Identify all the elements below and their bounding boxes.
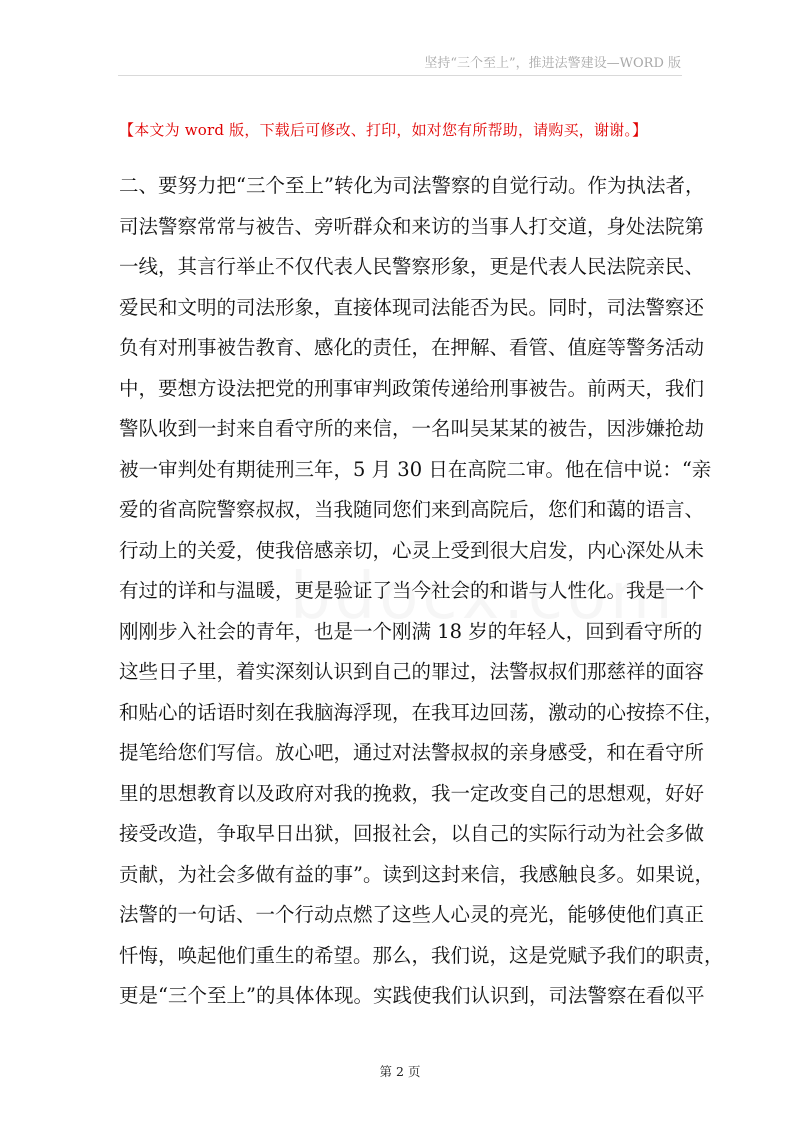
body-line: 法警的一句话、一个行动点燃了这些人心灵的亮光，能够使他们真正 xyxy=(119,903,705,926)
download-notice: 【本文为 word 版，下载后可修改、打印，如对您有所帮助，请购买，谢谢。】 xyxy=(119,121,648,139)
body-line: 贡献，为社会多做有益的事”。读到这封来信，我感触良多。如果说， xyxy=(119,862,714,886)
page-number: 第 2 页 xyxy=(379,1064,421,1079)
body-line: 行动上的关爱，使我倍感亲切，心灵上受到很大启发，内心深处从未 xyxy=(119,538,705,562)
body-line: 和贴心的话语时刻在我脑海浮现，在我耳边回荡，激动的心按捺不住， xyxy=(119,700,724,724)
body-line: 一线，其言行举止不仅代表人民警察形象，更是代表人民法院亲民、 xyxy=(119,255,705,278)
header-divider xyxy=(118,75,682,76)
body-text xyxy=(119,166,724,1017)
body-line: 爱的省高院警察叔叔，当我随同您们来到高院后，您们和蔼的语言、 xyxy=(119,498,705,521)
body-line: 被一审判处有期徒刑三年，5 月 30 日在高院二审。他在信中说：“亲 xyxy=(119,457,712,481)
body-line: 有过的详和与温暖，更是验证了当今社会的和谐与人性化。我是一个 xyxy=(119,579,705,602)
body-line: 忏悔，唤起他们重生的希望。那么，我们说，这是党赋予我们的职责， xyxy=(119,943,724,967)
body-line: 提笔给您们写信。放心吧，通过对法警叔叔的亲身感受，和在看守所 xyxy=(119,741,705,764)
body-line: 里的思想教育以及政府对我的挽救，我一定改变自己的思想观，好好 xyxy=(119,781,705,805)
body-line: 二、要努力把“三个至上”转化为司法警察的自觉行动。作为执法者， xyxy=(119,174,705,197)
body-line: 接受改造，争取早日出狱，回报社会，以自己的实际行动为社会多做 xyxy=(119,822,705,845)
body-line: 中，要想方设法把党的刑事审判政策传递给刑事被告。前两天，我们 xyxy=(119,376,705,400)
body-line: 司法警察常常与被告、旁听群众和来访的当事人打交道，身处法院第 xyxy=(119,214,705,238)
body-line: 警队收到一封来自看守所的来信，一名叫吴某某的被告，因涉嫌抢劫 xyxy=(119,417,705,440)
body-line: 这些日子里，着实深刻认识到自己的罪过，法警叔叔们那慈祥的面容 xyxy=(119,660,705,683)
body-line: 更是“三个至上”的具体体现。实践使我们认识到，司法警察在看似平 xyxy=(119,984,705,1007)
body-line: 爱民和文明的司法形象，直接体现司法能否为民。同时，司法警察还 xyxy=(119,295,705,319)
body-line: 刚刚步入社会的青年，也是一个刚满 18 岁的年轻人，回到看守所的 xyxy=(119,619,703,643)
running-header: 坚持“三个至上”，推进法警建设—WORD 版 xyxy=(424,56,681,71)
body-line: 负有对刑事被告教育、感化的责任，在押解、看管、值庭等警务活动 xyxy=(119,336,705,359)
